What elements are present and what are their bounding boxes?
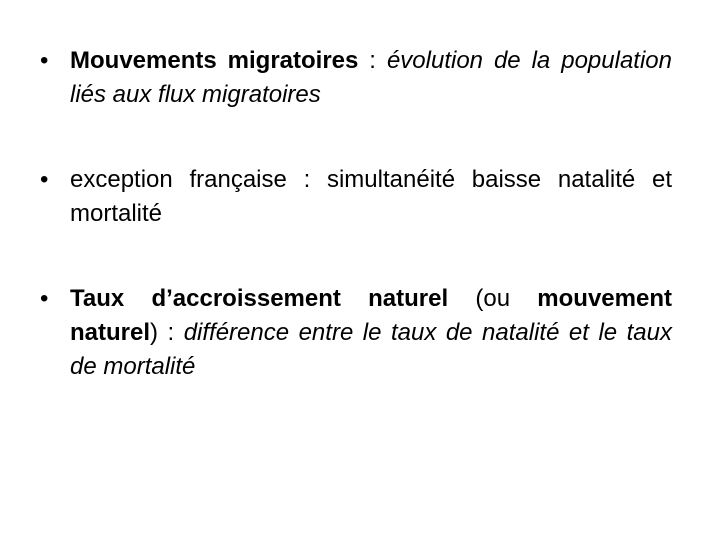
- bullet-list: [40, 44, 672, 384]
- bullet-icon: •: [40, 166, 49, 193]
- definition-taux-accroissement: différence entre le taux de natalité et le taux de mortalité: [70, 319, 672, 380]
- bullet-item-taux-accroissement: [40, 282, 672, 384]
- bullet-item-mouvements-migratoires: [40, 44, 672, 112]
- separator: :: [158, 319, 184, 346]
- bullet-icon: •: [40, 285, 49, 312]
- paren-open: (ou: [448, 285, 538, 312]
- alt-term-mouvement-naturel: mouvement naturel: [70, 285, 672, 346]
- bullet-icon: •: [40, 47, 49, 74]
- term-taux-accroissement-naturel: Taux d’accroissement naturel: [70, 285, 449, 312]
- paren-close: ): [150, 319, 159, 346]
- bullet-item-exception-francaise: [40, 163, 672, 231]
- term-mouvements-migratoires: Mouvements migratoires: [70, 47, 359, 74]
- definition-mouvements-migratoires: évolution de la population liés aux flux migratoires: [70, 47, 672, 108]
- text-exception-francaise: exception française : simultanéité baisse natalité et mortalité: [70, 166, 672, 227]
- separator: :: [358, 47, 387, 74]
